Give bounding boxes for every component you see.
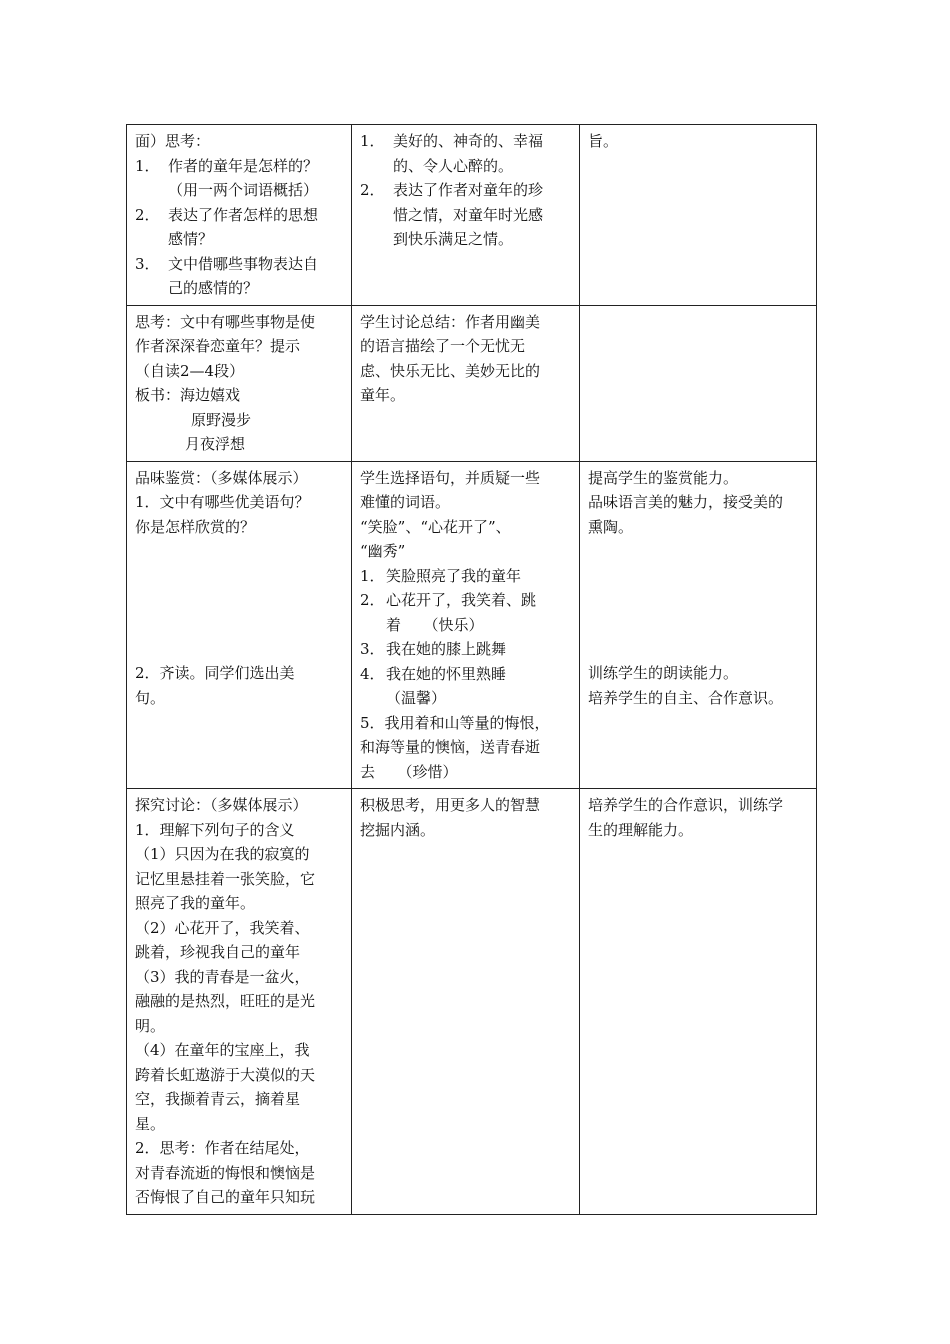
goal-cell: 培养学生的合作意识，训练学 生的理解能力。	[580, 789, 817, 1215]
list-item: 4． 我在她的怀里熟睡 （温馨）	[360, 664, 507, 707]
activity-cell: 探究讨论：（多媒体展示） 1．理解下列句子的含义 （1）只因为在我的寂寞的 记忆里悬挂着一张笑脸，它 照亮了我的童年。 （2）心花开了，我笑着、 跳着，珍视我自己的童年 （3）我的青春是一盆火， 融融的是热烈，旺旺的是光 明。 （4）在童年的宝座上，我 跨着长虹遨游于大漠似的天 空，我撷着青云，摘着星 星。 2．思考：作者在结尾处， 对青春流逝的悔恨和懊恼是 否悔恨了自己的童年只知玩	[127, 789, 352, 1215]
activity-cell	[127, 125, 352, 306]
list-item: 2． 表达了作者怎样的思想 感情？	[135, 205, 319, 248]
lesson-plan-table	[126, 124, 817, 1215]
table-row	[127, 125, 817, 306]
student-cell: 学生选择语句，并质疑一些 难懂的词语。 “笑脸”、“心花开了”、 “幽秀” 1． 笑脸照亮了我的童年 2． 心花开了，我笑着、跳 着 （快乐） 3． 我在她的膝上跳舞 4． 我在她的怀里熟睡 （温馨） 5．我用着和山等量的悔恨， 和海等量的懊恼，送青春逝 去 （珍惜）	[352, 461, 580, 789]
goal-cell: 旨。	[580, 125, 817, 306]
board-notes: 板书：海边嬉戏	[135, 386, 241, 404]
student-cell: 积极思考，用更多人的智慧 挖掘内涵。	[352, 789, 580, 1215]
goal-cell: 提高学生的鉴赏能力。 品味语言美的魅力，接受美的 熏陶。 训练学生的朗读能力。 培养学生的自主、合作意识。	[580, 461, 817, 789]
student-cell	[352, 125, 580, 306]
table-row	[127, 789, 817, 1215]
cell-heading: 面）思考：	[135, 132, 211, 150]
list-item: 1． 作者的童年是怎样的？ （用一两个词语概括）	[135, 156, 319, 199]
table-row	[127, 305, 817, 461]
list-item: 2． 心花开了，我笑着、跳 着 （快乐）	[360, 591, 537, 634]
list-item: 3． 文中借哪些事物表达自 己的感情的？	[135, 254, 319, 297]
student-cell: 学生讨论总结：作者用幽美 的语言描绘了一个无忧无 虑、快乐无比、美妙无比的 童年。	[352, 305, 580, 461]
list-item: 3． 我在她的膝上跳舞	[360, 640, 507, 658]
list-item: 1． 美好的、神奇的、幸福 的、令人心醉的。	[360, 132, 544, 175]
list-item: 1． 笑脸照亮了我的童年	[360, 566, 522, 585]
activity-cell: 思考：文中有哪些事物是使 作者深深眷恋童年？提示 （自读2—4段） 板书：海边嬉戏 原野漫步 月夜浮想	[127, 305, 352, 461]
list-item: 2． 表达了作者对童年的珍 惜之情，对童年时光感 到快乐满足之情。	[360, 181, 544, 248]
goal-cell	[580, 305, 817, 461]
table-row	[127, 461, 817, 789]
activity-cell: 品味鉴赏：（多媒体展示） 1．文中有哪些优美语句？ 你是怎样欣赏的？ 2．齐读。同学们选出美 句。	[127, 461, 352, 789]
